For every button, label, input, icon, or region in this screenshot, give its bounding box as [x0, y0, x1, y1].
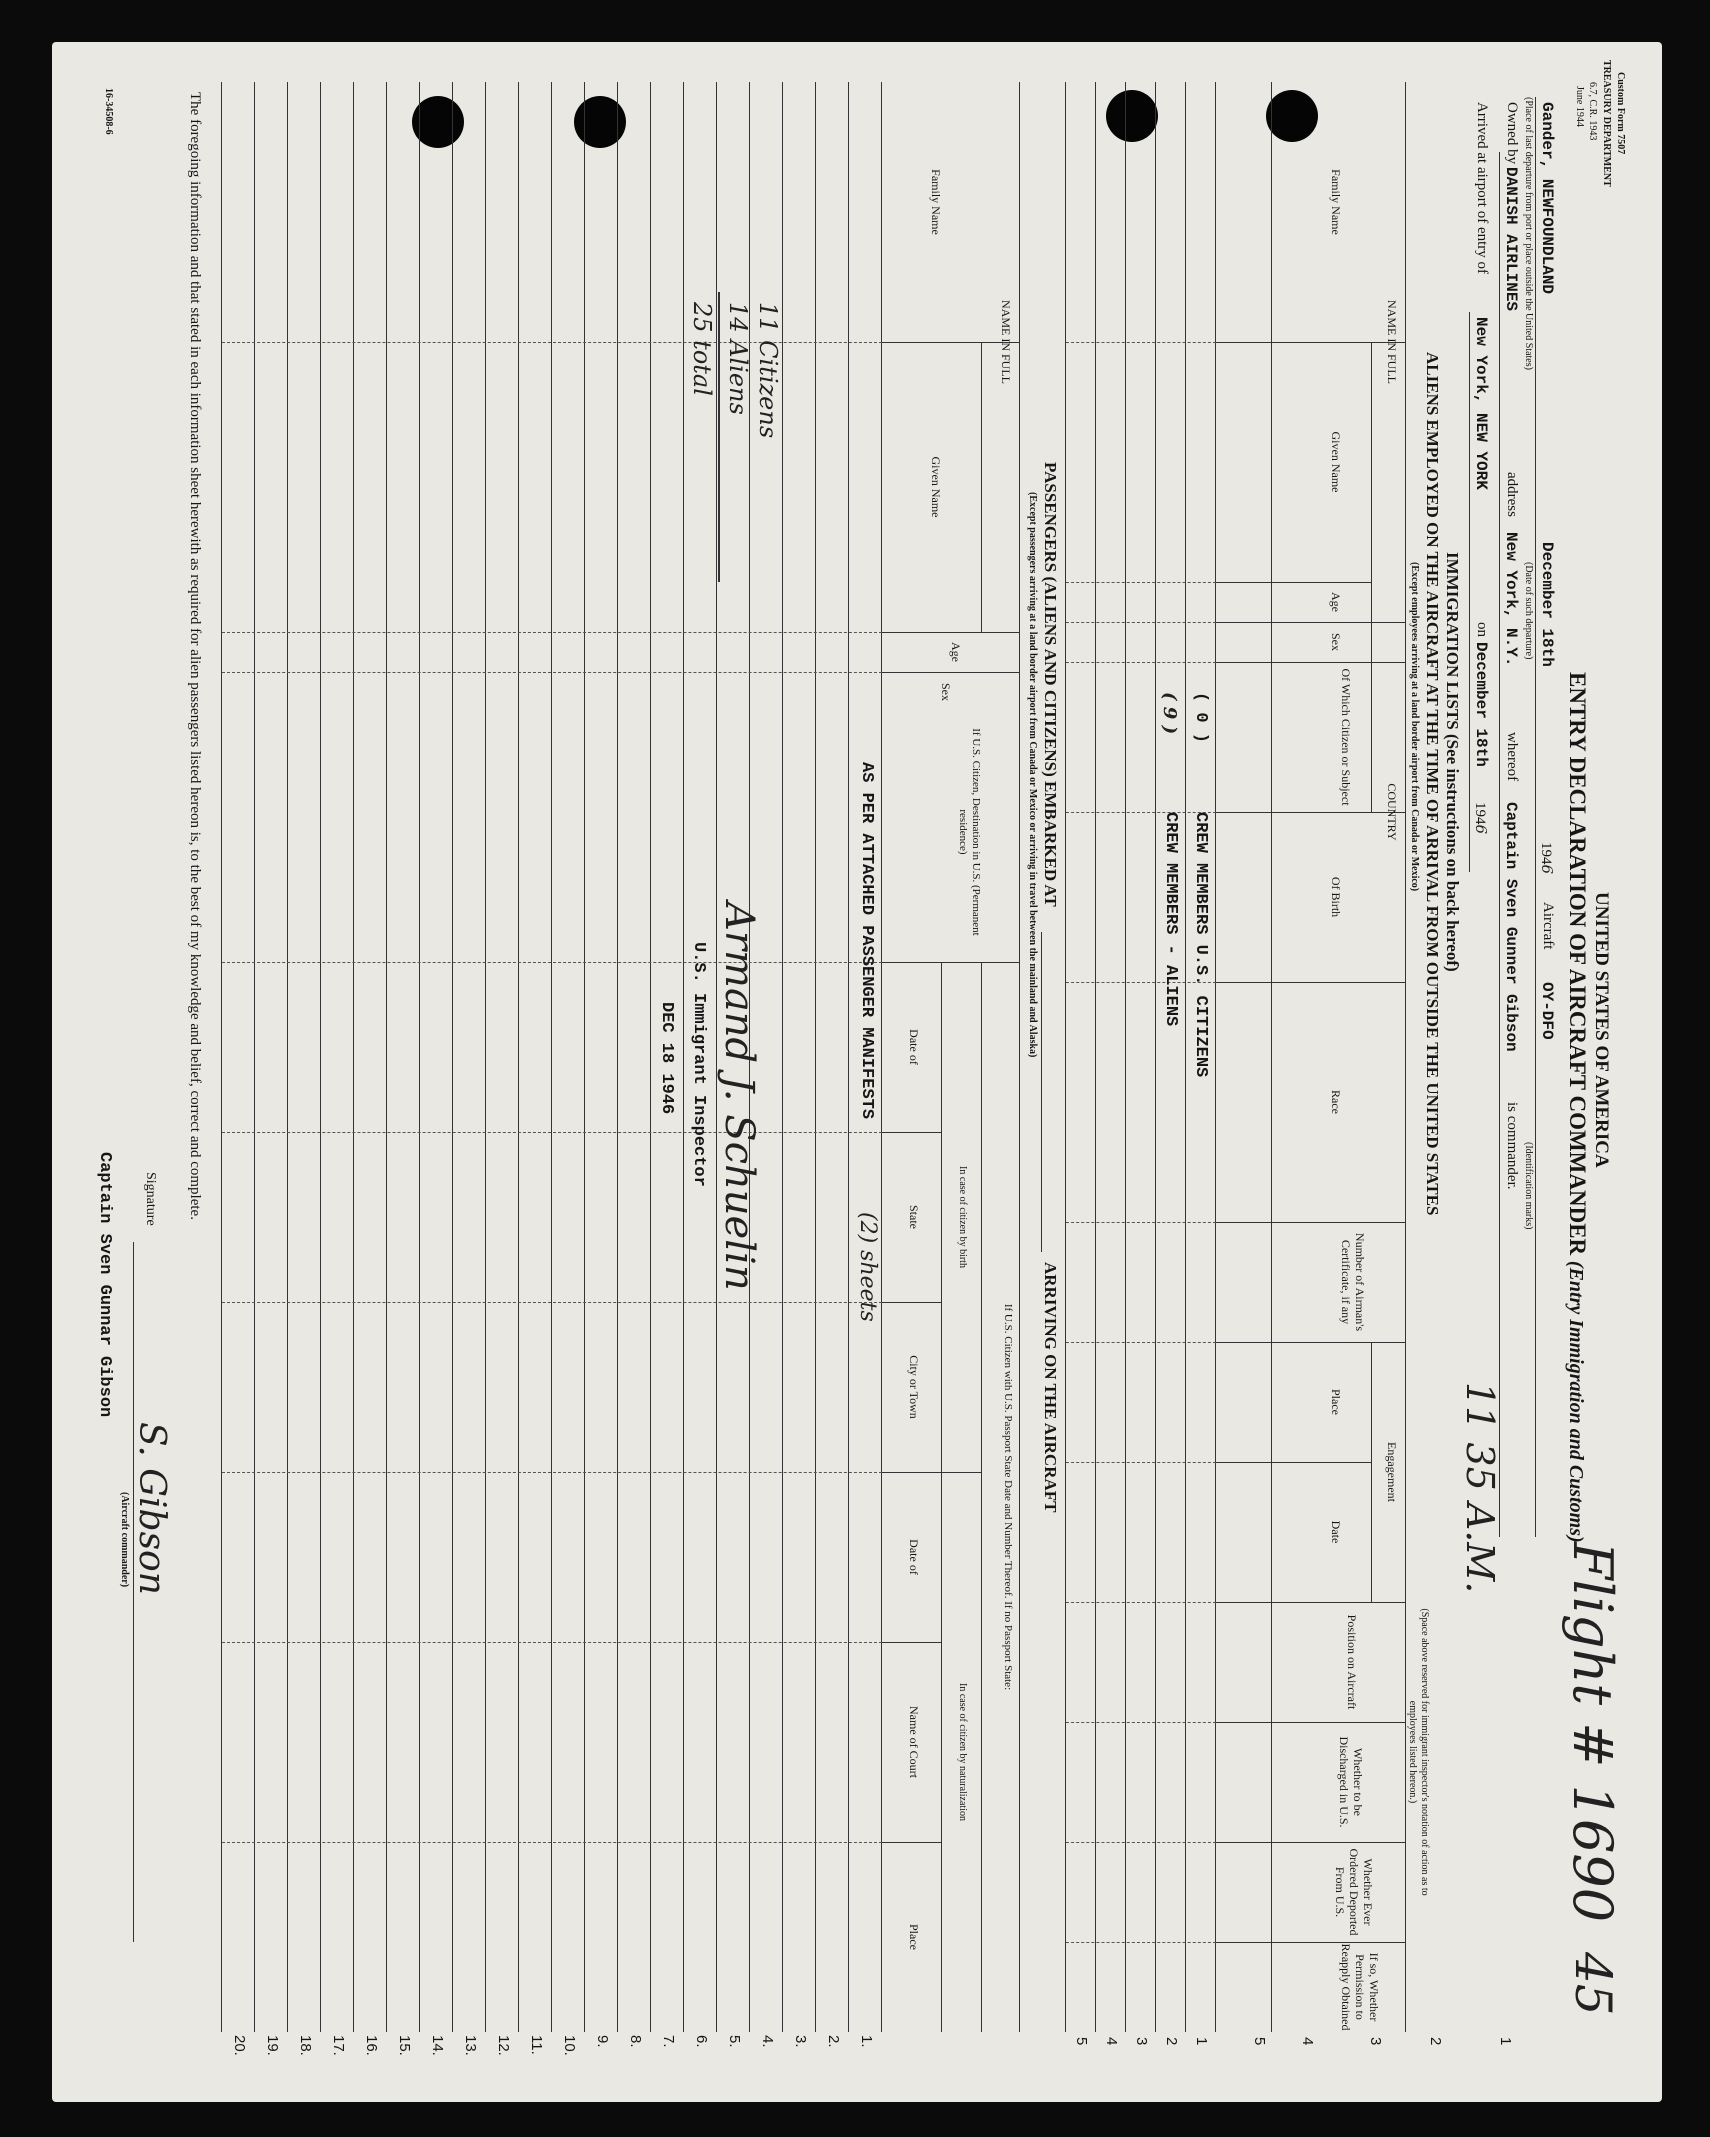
passenger-row-line — [848, 82, 849, 2032]
address-label: address — [1504, 472, 1520, 517]
passenger-row-line — [221, 82, 222, 2032]
on-label: on — [1474, 622, 1490, 637]
whereof-label: whereof — [1504, 732, 1520, 782]
crew-race-header: Race — [1329, 1090, 1343, 1114]
aircraft-label: Aircraft — [1540, 902, 1556, 950]
passenger-row-line — [419, 82, 420, 2032]
passenger-row-line — [518, 82, 519, 2032]
crew-sex-header: Sex — [1329, 633, 1343, 651]
form-id: Custom Form 7507 — [1615, 72, 1626, 155]
immigration-note: (Except employees arriving at a land border airport from Canada or Mexico) — [1409, 562, 1420, 892]
pax-city-header: City or Town — [907, 1355, 921, 1419]
passenger-column-divider — [222, 632, 882, 633]
passenger-row-line — [254, 82, 255, 2032]
passenger-column-divider — [222, 672, 882, 673]
form-date: June 1944 — [1574, 86, 1585, 127]
passenger-row-line — [650, 82, 651, 2032]
passenger-row-line — [584, 82, 585, 2032]
document-paper — [52, 42, 1662, 2102]
passenger-row-number: 8. — [627, 2035, 644, 2048]
address: New York, N.Y. — [1502, 532, 1520, 667]
passenger-row-line — [782, 82, 783, 2032]
passenger-row-number: 19. — [264, 2035, 281, 2056]
passenger-row-number: 7. — [660, 2035, 677, 2048]
passenger-row-line — [353, 82, 354, 2032]
crew-row-number: 1 — [1193, 2037, 1210, 2046]
crew-reapply-header: If so, Whether Permission to Reapply Obtained — [1339, 1943, 1381, 2031]
passenger-row-number: 16. — [363, 2035, 380, 2056]
passenger-row-number: 3. — [792, 2035, 809, 2048]
page-number: 45 — [1564, 1952, 1622, 2016]
tally-aliens: 14 Aliens — [724, 302, 752, 415]
pax-date-of-header: Date of — [907, 1029, 921, 1065]
passenger-row-number: 10. — [561, 2035, 578, 2056]
crew-row-number: 5 — [1073, 2037, 1090, 2046]
arrived-label: Arrived at airport of entry of — [1474, 102, 1490, 275]
pax-name-in-full-header: NAME IN FULL — [999, 300, 1013, 384]
crew-row-number: 4 — [1103, 2037, 1120, 2046]
passenger-column-divider — [222, 1642, 882, 1643]
crew-place-header: Place — [1329, 1389, 1343, 1415]
crew-us-count: ( 0 ) — [1191, 692, 1210, 744]
flight-number: Flight # 1690 — [1561, 1542, 1624, 1923]
crew-engagement-header: Engagement — [1385, 1442, 1399, 1502]
arrival-year-digit: 6 — [1472, 824, 1490, 835]
commander-name: Captain Sven Gunnar Gibson — [95, 1152, 114, 1418]
crew-airman-cert-header: Number of Airman's Certificate, if any — [1339, 1232, 1367, 1332]
arrival-time: 11 35 A.M. — [1458, 1382, 1502, 1594]
passenger-column-divider — [222, 1842, 882, 1843]
tally-citizens: 11 Citizens — [754, 302, 782, 439]
place-caption: (Place of last departure from port or place outside the United States) — [1523, 97, 1534, 370]
cfr: 6.7, C.R. 1943 — [1587, 82, 1598, 141]
year-prefix: 194 — [1538, 842, 1554, 865]
form-title-text: ENTRY DECLARATION OF AIRCRAFT COMMANDER — [1565, 672, 1590, 1256]
commander-caption: (Aircraft commander) — [119, 1492, 130, 1588]
crew-position-header: Position on Aircraft — [1345, 1614, 1359, 1710]
crew-age-header: Age — [1329, 592, 1343, 612]
passenger-row-number: 18. — [297, 2035, 314, 2056]
signature-label: Signature — [143, 1172, 158, 1226]
arriving-title: ARRIVING ON THE AIRCRAFT — [1041, 1262, 1060, 1513]
crew-name-in-full-header: NAME IN FULL — [1385, 300, 1399, 384]
inspector-title: U.S. Immigrant Inspector — [689, 942, 708, 1187]
id-caption: (Identification marks) — [1523, 1142, 1534, 1230]
aircraft-id: OY-DFO — [1538, 982, 1556, 1040]
passenger-row-line — [452, 82, 453, 2032]
passenger-row-number: 14. — [429, 2035, 446, 2056]
reserved-note: (Space above reserved for immigrant inspector's notation of action as to employees listed hereon.) — [1407, 1608, 1430, 1896]
crew-given-name-header: Given Name — [1329, 431, 1343, 493]
passenger-row-number: 20. — [231, 2035, 248, 2056]
passenger-row-number: 9. — [594, 2035, 611, 2048]
pax-given-name-header: Given Name — [929, 456, 943, 518]
pax-place-header: Place — [907, 1924, 921, 1950]
crew-alien-line: CREW MEMBERS - ALIENS — [1161, 812, 1180, 1027]
pax-by-naturalization-header: In case of citizen by naturalization — [957, 1683, 968, 1821]
passenger-row-number: 4. — [759, 2035, 776, 2048]
manifest-count: (2) sheets — [855, 1212, 880, 1322]
pax-date-of2-header: Date of — [907, 1539, 921, 1575]
passenger-row-number: 5. — [726, 2035, 743, 2048]
pax-age-header: Age — [949, 642, 963, 662]
passenger-row-line — [617, 82, 618, 2032]
crew-row-number: 3 — [1133, 2037, 1150, 2046]
pax-passport-header: If U.S. Citizen with U.S. Passport State Date and Number Thereof. If no Passport State: — [1002, 1303, 1014, 1691]
passenger-row-number: 11. — [528, 2035, 545, 2055]
departure-place: Gander, NEWFOUNDLAND — [1538, 102, 1556, 295]
margin-number: 3 — [1367, 2037, 1384, 2046]
commander-signature: S. Gibson — [131, 1422, 172, 1595]
passenger-row-number: 17. — [330, 2035, 347, 2056]
form-title — [1564, 672, 1590, 1543]
passenger-row-number: 12. — [495, 2035, 512, 2056]
immigration-title: IMMIGRATION LISTS (See instructions on back hereof) — [1443, 552, 1462, 972]
pax-sex-header: Sex — [939, 683, 953, 701]
passenger-row-line — [485, 82, 486, 2032]
crew-us-line: CREW MEMBERS U.S. CITIZENS — [1191, 812, 1210, 1078]
passengers-title: PASSENGERS (ALIENS AND CITIZENS) EMBARKED AT — [1041, 462, 1060, 907]
form-title-suffix: (Entry Immigration and Customs) — [1565, 1260, 1587, 1543]
arrival-date: December 18th — [1472, 642, 1490, 767]
commander: Captain Sven Gunner Gibson — [1502, 802, 1520, 1052]
crew-row-number: 2 — [1163, 2037, 1180, 2046]
pax-court-header: Name of Court — [907, 1706, 921, 1778]
passenger-row-number: 6. — [693, 2035, 710, 2048]
passenger-row-number: 15. — [396, 2035, 413, 2056]
pax-state-header: State — [907, 1205, 921, 1229]
pax-family-name-header: Family Name — [929, 169, 943, 235]
inspector-signature: Armand J. Schuelin — [716, 902, 762, 1291]
passenger-row-line — [287, 82, 288, 2032]
crew-citizen-of-header: Of Which Citizen or Subject — [1339, 668, 1353, 806]
immigration-subtitle: ALIENS EMPLOYED ON THE AIRCRAFT AT THE TIME OF ARRIVAL FROM OUTSIDE THE UNITED STATES — [1423, 352, 1442, 1216]
print-code: 16-34508-6 — [103, 88, 114, 135]
crew-country-header: COUNTRY — [1385, 783, 1399, 841]
crew-family-name-header: Family Name — [1329, 169, 1343, 235]
margin-number: 1 — [1497, 2037, 1514, 2046]
margin-number: 4 — [1299, 2037, 1316, 2046]
passenger-row-line — [683, 82, 684, 2032]
country-title: UNITED STATES OF AMERICA — [1591, 892, 1612, 1168]
passenger-row-line — [320, 82, 321, 2032]
crew-date-header: Date — [1329, 1520, 1343, 1544]
passenger-row-number: 13. — [462, 2035, 479, 2056]
stamp-date: DEC 18 1946 — [657, 1002, 676, 1115]
crew-discharged-header: Whether to be Discharged in U.S. — [1337, 1736, 1365, 1828]
arrival-airport: New York, NEW YORK — [1472, 317, 1490, 490]
crew-deported-header: Whether Ever Ordered Deported From U.S. — [1333, 1848, 1375, 1936]
department: TREASURY DEPARTMENT — [1601, 60, 1612, 187]
rotated-form — [52, 42, 1642, 2082]
margin-number: 2 — [1427, 2037, 1444, 2046]
owned-by-label: Owned by — [1504, 102, 1520, 165]
passenger-column-divider — [222, 1132, 882, 1133]
passenger-row-line — [386, 82, 387, 2032]
passenger-column-divider — [222, 962, 882, 963]
passenger-row-number: 2. — [825, 2035, 842, 2048]
passenger-column-divider — [222, 342, 882, 343]
manifest-line: AS PER ATTACHED PASSENGER MANIFESTS — [857, 762, 876, 1120]
tally-total: 25 total — [688, 302, 716, 396]
date-caption: (Date of such departure) — [1523, 562, 1534, 660]
margin-number: 5 — [1251, 2037, 1268, 2046]
passenger-row-line — [551, 82, 552, 2032]
passenger-column-divider — [222, 1302, 882, 1303]
arrival-year — [1471, 802, 1490, 834]
crew-birth-header: Of Birth — [1329, 876, 1343, 918]
passenger-column-divider — [222, 1472, 882, 1473]
owner: DANISH AIRLINES — [1502, 167, 1520, 312]
passengers-note: (Except passengers arriving at a land border airport from Canada or Mexico or arriving in travel between the mainland and Alaska) — [1027, 492, 1038, 1058]
passenger-row-line — [815, 82, 816, 2032]
departure-date: December 18th — [1538, 542, 1556, 667]
year-digit: 6 — [1538, 864, 1556, 875]
arrival-year-prefix: 194 — [1472, 802, 1488, 825]
year — [1537, 842, 1556, 874]
pax-destination-header: If U.S. Citizen, Destination in U.S. (Permanent residence) — [957, 728, 982, 936]
crew-alien-count: ( 9 ) — [1159, 692, 1180, 735]
passenger-row-number: 1. — [858, 2035, 875, 2048]
footer-statement: The foregoing information and that stated in each information sheet herewith as required for alien passengers listed hereon is, to the best of my knowledge and belief, correct and complete. — [187, 92, 203, 1220]
pax-by-birth-header: In case of citizen by birth — [957, 1166, 968, 1268]
commander-suffix: is commander. — [1504, 1102, 1520, 1190]
